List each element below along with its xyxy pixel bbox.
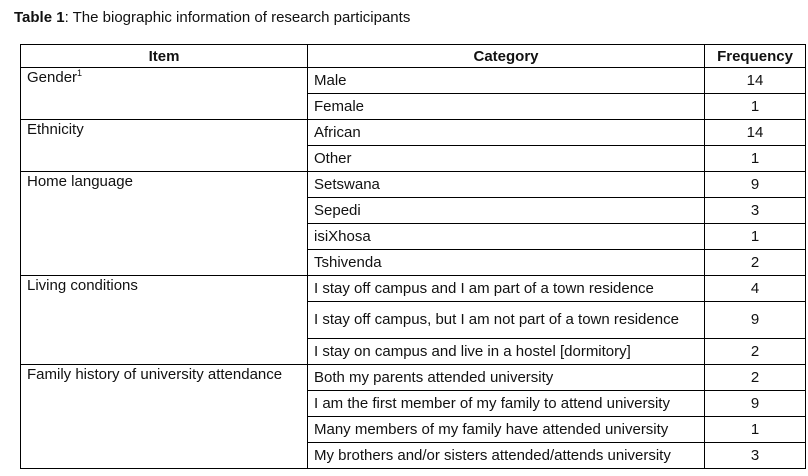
header-category: Category bbox=[308, 45, 705, 68]
category-cell: I am the first member of my family to attend university bbox=[308, 391, 705, 417]
category-cell: Many members of my family have attended university bbox=[308, 417, 705, 443]
item-cell-ethnicity: Ethnicity bbox=[21, 120, 308, 172]
footnote-marker: 1 bbox=[77, 68, 83, 78]
table-row bbox=[21, 365, 806, 391]
frequency-cell: 14 bbox=[705, 120, 806, 146]
frequency-cell: 3 bbox=[705, 443, 806, 469]
table-row bbox=[21, 68, 806, 94]
category-cell: I stay on campus and live in a hostel [dormitory] bbox=[308, 339, 705, 365]
table-row bbox=[21, 276, 806, 302]
item-cell-home-language: Home language bbox=[21, 172, 308, 276]
header-frequency: Frequency bbox=[705, 45, 806, 68]
header-item: Item bbox=[21, 45, 308, 68]
frequency-cell: 2 bbox=[705, 250, 806, 276]
frequency-cell: 9 bbox=[705, 302, 806, 339]
category-cell: I stay off campus and I am part of a town residence bbox=[308, 276, 705, 302]
table-caption-text: : The biographic information of research participants bbox=[64, 9, 411, 26]
table-row bbox=[21, 172, 806, 198]
item-label: Gender bbox=[27, 69, 78, 86]
category-cell: Sepedi bbox=[308, 198, 705, 224]
frequency-cell: 1 bbox=[705, 146, 806, 172]
category-cell: African bbox=[308, 120, 705, 146]
frequency-cell: 3 bbox=[705, 198, 806, 224]
category-cell: My brothers and/or sisters attended/attends university bbox=[308, 443, 705, 469]
frequency-cell: 2 bbox=[705, 339, 806, 365]
table-caption bbox=[14, 8, 410, 28]
table-header-row bbox=[21, 45, 806, 68]
frequency-cell: 4 bbox=[705, 276, 806, 302]
category-cell: Other bbox=[308, 146, 705, 172]
table-caption-label: Table 1 bbox=[14, 9, 65, 26]
frequency-cell: 9 bbox=[705, 391, 806, 417]
frequency-cell: 1 bbox=[705, 224, 806, 250]
frequency-cell: 2 bbox=[705, 365, 806, 391]
item-cell-family-history: Family history of university attendance bbox=[21, 365, 308, 469]
category-cell: Tshivenda bbox=[308, 250, 705, 276]
frequency-cell: 1 bbox=[705, 417, 806, 443]
category-cell: Female bbox=[308, 94, 705, 120]
category-cell: Setswana bbox=[308, 172, 705, 198]
frequency-cell: 9 bbox=[705, 172, 806, 198]
category-cell: isiXhosa bbox=[308, 224, 705, 250]
table-row bbox=[21, 120, 806, 146]
category-cell: Male bbox=[308, 68, 705, 94]
category-cell: I stay off campus, but I am not part of a town residence bbox=[308, 302, 705, 339]
category-cell: Both my parents attended university bbox=[308, 365, 705, 391]
frequency-cell: 1 bbox=[705, 94, 806, 120]
item-cell-gender bbox=[21, 68, 308, 120]
biographic-table bbox=[20, 44, 806, 469]
item-cell-living-conditions: Living conditions bbox=[21, 276, 308, 365]
frequency-cell: 14 bbox=[705, 68, 806, 94]
